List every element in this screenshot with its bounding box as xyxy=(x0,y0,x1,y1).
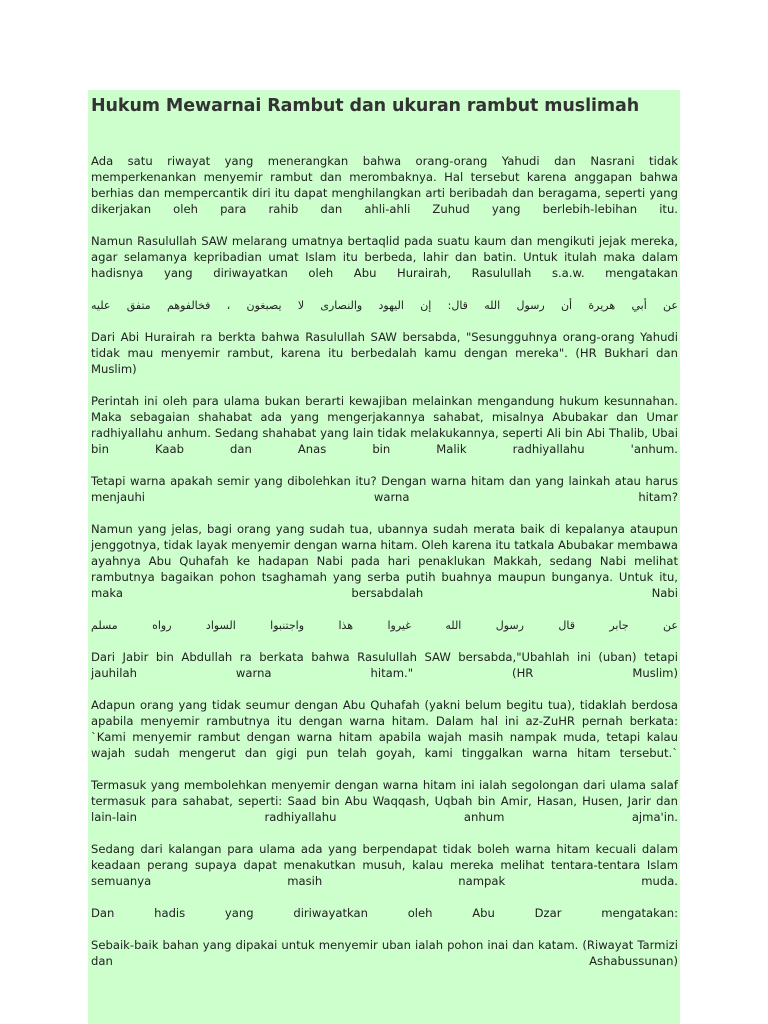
paragraph-6: Namun yang jelas, bagi orang yang sudah tua, ubannya sudah merata baik di kepalanya ataupun jenggotnya, tidak layak menyemir dengan warna hitam. Oleh karena itu tatkala Abubakar membawa ayahnya Abu Quhafah ke hadapan Nabi pada hari penaklukan Makkah, sedang Nabi melihat rambutnya bagaikan pohon tsaghamah yang serba putih buahnya maupun bunganya. Untuk itu, maka bersabdalah Nabi xyxy=(91,522,678,600)
article-container xyxy=(88,90,680,1024)
paragraph-5: Tetapi warna apakah semir yang dibolehkan itu? Dengan warna hitam dan yang lainkah atau harus menjauhi warna hitam? xyxy=(91,474,678,504)
paragraph-4: Perintah ini oleh para ulama bukan berarti kewajiban melainkan mengandung hukum kesunnahan. Maka sebagaian shahabat ada yang mengerjakannya sahabat, misalnya Abubakar dan Umar radhiyallahu anhum. Sedang shahabat yang lain tidak melakukannya, seperti Ali bin Abi Thalib, Ubai bin Kaab dan Anas bin Malik radhiyallahu 'anhum. xyxy=(91,394,678,456)
paragraph-7: Dari Jabir bin Abdullah ra berkata bahwa Rasulullah SAW bersabda,"Ubahlah ini (uban) tetapi jauhilah warna hitam." (HR Muslim) xyxy=(91,650,678,680)
paragraph-9: Termasuk yang membolehkan menyemir dengan warna hitam ini ialah segolongan dari ulama salaf termasuk para sahabat, seperti: Saad bin Abu Waqqash, Uqbah bin Amir, Hasan, Husen, Jarir dan lain-lain radhiyallahu anhum ajma'in. xyxy=(91,778,678,824)
paragraph-11: Dan hadis yang diriwayatkan oleh Abu Dzar mengatakan: xyxy=(91,906,678,920)
arabic-hadith-1: عن أبي هريرة أن رسول الله قال: إن اليهود والنصارى لا يصبغون ، فخالفوهم متفق عليه xyxy=(91,299,678,312)
article-body xyxy=(91,153,678,969)
paragraph-10: Sedang dari kalangan para ulama ada yang berpendapat tidak boleh warna hitam kecuali dalam keadaan perang supaya dapat menakutkan musuh, kalau mereka melihat tentara-tentara Islam semuanya masih nampak muda. xyxy=(91,842,678,888)
paragraph-1: Ada satu riwayat yang menerangkan bahwa orang-orang Yahudi dan Nasrani tidak memperkenankan menyemir rambut dan merombaknya. Hal tersebut karena anggapan bahwa berhias dan mempercantik diri itu dapat menghilangkan arti beribadah dan beragama, seperti yang dikerjakan oleh para rahib dan ahli-ahli Zuhud yang berlebih-lebihan itu. xyxy=(91,154,678,216)
article-title: Hukum Mewarnai Rambut dan ukuran rambut muslimah xyxy=(91,96,640,116)
paragraph-2: Namun Rasulullah SAW melarang umatnya bertaqlid pada suatu kaum dan mengikuti jejak mereka, agar selamanya kepribadian umat Islam itu berbeda, lahir dan batin. Untuk itulah maka dalam hadisnya yang diriwayatkan oleh Abu Hurairah, Rasulullah s.a.w. mengatakan xyxy=(91,234,678,280)
paragraph-12: Sebaik-baik bahan yang dipakai untuk menyemir uban ialah pohon inai dan katam. (Riwayat Tarmizi dan Ashabussunan) xyxy=(91,938,678,968)
paragraph-8: Adapun orang yang tidak seumur dengan Abu Quhafah (yakni belum begitu tua), tidaklah berdosa apabila menyemir rambutnya itu dengan warna hitam. Dalam hal ini az-ZuHR pernah berkata: `Kami menyemir rambut dengan warna hitam apabila wajah masih nampak muda, tetapi kalau wajah sudah mengerut dan gigi pun telah goyah, kami tinggalkan warna hitam tersebut.` xyxy=(91,698,678,760)
arabic-hadith-2: عن جابر قال رسول الله غيروا هذا واجتنبوا السواد رواه مسلم xyxy=(91,619,678,632)
paragraph-3: Dari Abi Hurairah ra berkta bahwa Rasulullah SAW bersabda, "Sesungguhnya orang-orang Yahudi tidak mau menyemir rambut, karena itu berbedalah kamu dengan mereka". (HR Bukhari dan Muslim) xyxy=(91,330,678,376)
